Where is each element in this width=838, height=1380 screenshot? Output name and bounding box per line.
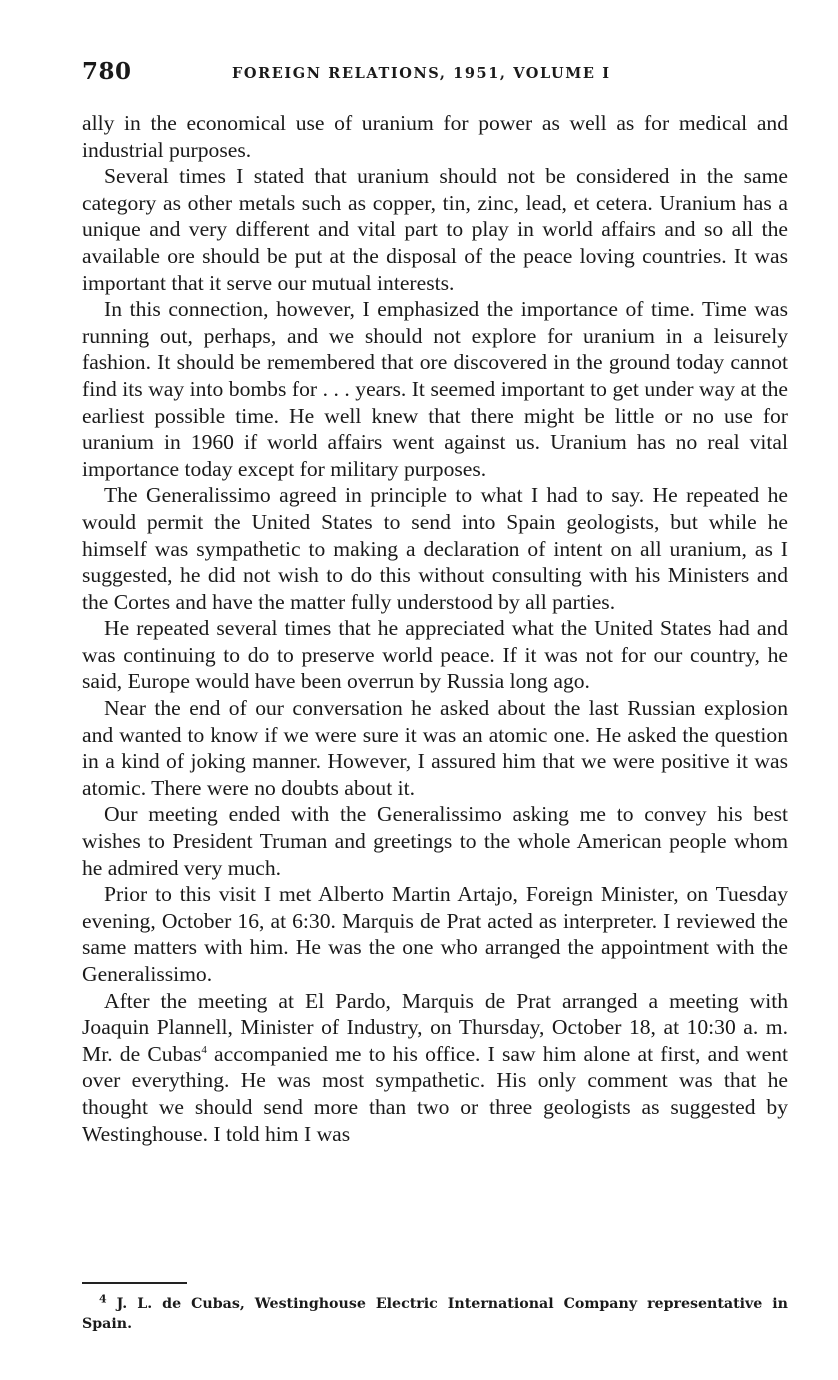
running-header bbox=[82, 58, 788, 92]
paragraph-6: Near the end of our conversation he asked about the last Russian explosion and wanted to know if we were sure it was an atomic one. He asked the question in a kind of joking manner. However, I assured him that we were positive it was atomic. There were no doubts about it. bbox=[82, 696, 788, 800]
paragraph-2: Several times I stated that uranium should not be considered in the same category as other metals such as copper, tin, zinc, lead, et cetera. Uranium has a unique and very different and vital part to play in world affairs and so all the available ore should be put at the disposal of the peace loving countries. It was important that it serve our mutual interests. bbox=[82, 164, 788, 295]
paragraph-9-text-a: After the meeting at El Pardo, Marquis de Prat arranged a meeting with Joaquin Plannell, Minister of Industry, on Thursday, October 18, at 10:30 a. m. Mr. de Cubas bbox=[82, 988, 788, 1066]
paragraph-8: Prior to this visit I met Alberto Martin Artajo, Foreign Minister, on Tuesday evening, October 16, at 6:30. Marquis de Prat acted as interpreter. I reviewed the same matters with him. He was the one who arranged the appointment with the Generalissimo. bbox=[82, 882, 788, 986]
footnote-marker: 4 bbox=[99, 1292, 107, 1306]
paragraph-1: ally in the economical use of uranium for power as well as for medical and industrial purposes. bbox=[82, 111, 788, 162]
page-number: 780 bbox=[82, 58, 132, 85]
body-text bbox=[82, 110, 788, 1147]
document-page bbox=[82, 58, 788, 1332]
footnote-text: J. L. de Cubas, Westinghouse Electric International Company representative in Spain. bbox=[82, 1296, 788, 1332]
running-title: FOREIGN RELATIONS, 1951, VOLUME I bbox=[232, 65, 611, 82]
paragraph-7: Our meeting ended with the Generalissimo asking me to convey his best wishes to President Truman and greetings to the whole American people whom he admired very much. bbox=[82, 802, 788, 880]
paragraph-9 bbox=[82, 988, 788, 1148]
footnote-divider bbox=[82, 1282, 187, 1284]
paragraph-4: The Generalissimo agreed in principle to what I had to say. He repeated he would permit the United States to send into Spain geologists, but while he himself was sympathetic to making a declaration of intent on all uranium, as I suggested, he did not wish to do this without consulting with his Ministers and the Cortes and have the matter fully understood by all parties. bbox=[82, 483, 788, 614]
footnote-reference[interactable]: 4 bbox=[201, 1043, 207, 1056]
footnote bbox=[82, 1294, 788, 1334]
paragraph-5: He repeated several times that he appreciated what the United States had and was continuing to do to preserve world peace. If it was not for our country, he said, Europe would have been overrun by Russia long ago. bbox=[82, 616, 788, 694]
paragraph-3: In this connection, however, I emphasized the importance of time. Time was running out, perhaps, and we should not explore for uranium in a leisurely fashion. It should be remembered that ore discovered in the ground today cannot find its way into bombs for . . . years. It seemed important to get under way at the earliest possible time. He well knew that there might be little or no use for uranium in 1960 if world affairs went against us. Uranium has no real vital importance today except for military purposes. bbox=[82, 297, 788, 481]
paragraph-9-text-b: accompanied me to his office. I saw him alone at first, and went over everything. He was most sympathetic. His only comment was that he thought we should send more than two or three geologists as suggested by Westinghouse. I told him I was bbox=[82, 1041, 788, 1146]
